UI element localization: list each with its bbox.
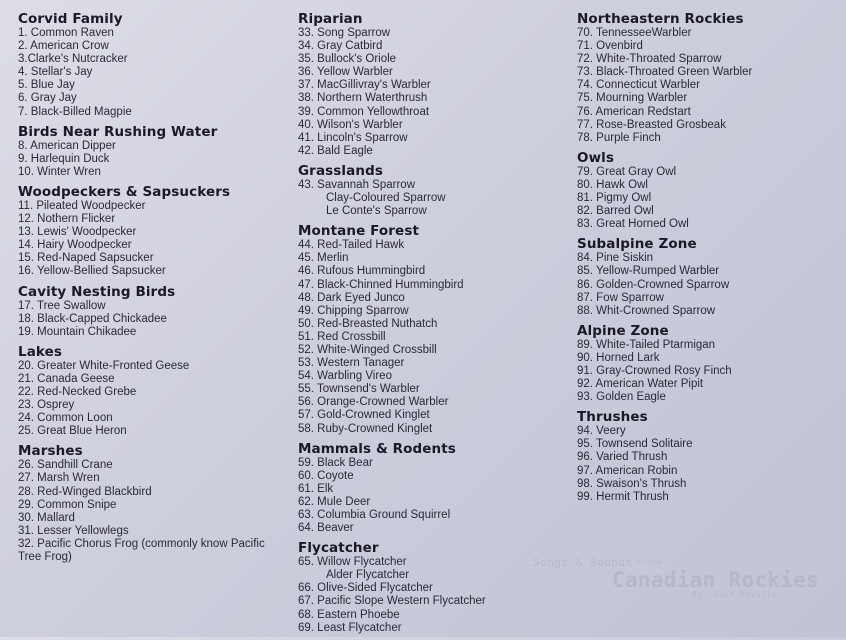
track-label: Clay-Coloured Sparrow bbox=[326, 192, 446, 205]
track-item bbox=[18, 386, 283, 399]
track-label: 9. Harlequin Duck bbox=[18, 152, 110, 165]
track-label: 53. Western Tanager bbox=[298, 357, 405, 370]
track-label: 1. Common Raven bbox=[18, 27, 114, 39]
track-item bbox=[577, 425, 842, 438]
track-item bbox=[18, 140, 283, 153]
track-item bbox=[577, 305, 842, 318]
section-title: Northeastern Rockies bbox=[577, 11, 744, 27]
section-title: Birds Near Rushing Water bbox=[18, 123, 218, 140]
track-label: 45. Merlin bbox=[298, 252, 349, 265]
track-item bbox=[298, 423, 568, 436]
track-item bbox=[298, 457, 568, 470]
track-label: 2. American Crow bbox=[18, 40, 109, 53]
section-title: Marshes bbox=[18, 443, 83, 460]
section bbox=[577, 409, 842, 504]
track-label: 50. Red-Breasted Nuthatch bbox=[298, 317, 438, 330]
section bbox=[18, 124, 283, 179]
track-label: 80. Hawk Owl bbox=[577, 178, 648, 191]
section-title: Riparian bbox=[298, 11, 363, 27]
track-item bbox=[577, 438, 842, 451]
track-label: 74. Connecticut Warbler bbox=[577, 79, 700, 92]
track-list bbox=[577, 166, 842, 231]
track-label: 81. Pigmy Owl bbox=[577, 192, 652, 205]
track-item bbox=[577, 478, 842, 491]
track-label: 70. TennesseeWarbler bbox=[577, 27, 692, 39]
track-item bbox=[18, 40, 283, 53]
track-label: 15. Red-Naped Sapsucker bbox=[18, 252, 154, 265]
track-list bbox=[18, 360, 283, 439]
track-item bbox=[298, 265, 568, 278]
track-item bbox=[298, 27, 568, 40]
track-item bbox=[298, 383, 568, 396]
track-item bbox=[298, 53, 568, 66]
track-list bbox=[18, 200, 283, 279]
track-item bbox=[298, 66, 568, 79]
track-label: 83. Great Horned Owl bbox=[577, 218, 689, 231]
track-label: 71. Ovenbird bbox=[577, 40, 643, 53]
track-label: 42. Bald Eagle bbox=[298, 144, 373, 157]
track-item bbox=[298, 370, 568, 383]
column-2 bbox=[298, 11, 568, 640]
track-label: 43. Savannah Sparrow bbox=[298, 178, 415, 191]
track-label: Le Conte's Sparrow bbox=[326, 205, 427, 218]
section-title: Owls bbox=[577, 149, 615, 166]
track-label: 82. Barred Owl bbox=[577, 205, 654, 218]
track-item bbox=[18, 399, 283, 412]
section-title: Corvid Family bbox=[18, 11, 123, 27]
track-item bbox=[18, 166, 283, 179]
track-item bbox=[18, 360, 283, 373]
track-label: 77. Rose-Breasted Grosbeak bbox=[577, 118, 726, 131]
section-title: Cavity Nesting Birds bbox=[18, 283, 176, 300]
track-label: 38. Northern Waterthrush bbox=[298, 92, 428, 105]
track-label: 57. Gold-Crowned Kinglet bbox=[298, 409, 430, 422]
track-item bbox=[18, 226, 283, 239]
track-item bbox=[298, 179, 568, 192]
track-item bbox=[298, 318, 568, 331]
track-label: 51. Red Crossbill bbox=[298, 330, 386, 343]
track-label: 84. Pine Siskin bbox=[577, 252, 654, 265]
section bbox=[18, 184, 283, 279]
track-item bbox=[298, 205, 568, 218]
track-item bbox=[298, 509, 568, 522]
track-label: 58. Ruby-Crowned Kinglet bbox=[298, 422, 433, 435]
section-title: Montane Forest bbox=[298, 223, 420, 240]
track-item bbox=[18, 252, 283, 265]
track-label: 39. Common Yellowthroat bbox=[298, 105, 430, 118]
watermark-subtitle: Songs & Sounds bbox=[533, 556, 633, 569]
track-item bbox=[18, 239, 283, 252]
track-label: 35. Bullock's Oriole bbox=[298, 53, 397, 66]
track-label: 26. Sandhill Crane bbox=[18, 459, 113, 472]
track-label: 32. Pacific Chorus Frog (commonly know Pacific Tree Frog) bbox=[18, 537, 265, 563]
track-item bbox=[577, 279, 842, 292]
track-list bbox=[18, 140, 283, 179]
track-item bbox=[298, 622, 568, 635]
track-item bbox=[298, 556, 568, 569]
track-item bbox=[577, 339, 842, 352]
track-list bbox=[577, 339, 842, 404]
track-list bbox=[18, 27, 283, 119]
track-item bbox=[577, 352, 842, 365]
section bbox=[298, 11, 568, 158]
track-item bbox=[298, 609, 568, 622]
track-item bbox=[18, 213, 283, 226]
section-title: Lakes bbox=[18, 343, 63, 360]
track-item bbox=[577, 66, 842, 79]
track-label: 29. Common Snipe bbox=[18, 498, 117, 511]
section bbox=[298, 223, 568, 435]
track-label: 7. Black-Billed Magpie bbox=[18, 105, 132, 118]
track-item bbox=[577, 218, 842, 231]
track-label: 27. Marsh Wren bbox=[18, 472, 100, 485]
track-list bbox=[298, 27, 568, 158]
section bbox=[577, 236, 842, 317]
track-label: 63. Columbia Ground Squirrel bbox=[298, 509, 451, 521]
track-label: 88. Whit-Crowned Sparrow bbox=[577, 304, 716, 317]
track-item bbox=[577, 166, 842, 179]
track-item bbox=[577, 205, 842, 218]
track-label: 95. Townsend Solitaire bbox=[577, 438, 693, 451]
track-list bbox=[18, 459, 283, 564]
track-list bbox=[577, 27, 842, 145]
track-label: 59. Black Bear bbox=[298, 456, 373, 469]
track-label: 47. Black-Chinned Hummingbird bbox=[298, 278, 464, 291]
watermark-author: By: John Neville bbox=[692, 590, 778, 599]
track-label: 10. Winter Wren bbox=[18, 165, 101, 178]
section bbox=[577, 11, 842, 145]
track-label: 23. Osprey bbox=[18, 399, 75, 412]
section bbox=[18, 443, 283, 564]
track-item bbox=[18, 512, 283, 525]
watermark-title: Canadian Rockies bbox=[612, 568, 820, 592]
track-label: 33. Song Sparrow bbox=[298, 27, 391, 39]
track-item bbox=[18, 326, 283, 339]
section bbox=[577, 323, 842, 404]
track-item bbox=[577, 40, 842, 53]
track-label: 8. American Dipper bbox=[18, 139, 116, 152]
track-label: 79. Great Gray Owl bbox=[577, 165, 677, 178]
track-label: 40. Wilson's Warbler bbox=[298, 118, 403, 131]
section-title: Flycatcher bbox=[298, 540, 379, 557]
track-item bbox=[298, 357, 568, 370]
track-item bbox=[577, 491, 842, 504]
section bbox=[298, 540, 568, 635]
track-item bbox=[298, 239, 568, 252]
track-item bbox=[577, 465, 842, 478]
track-item bbox=[18, 459, 283, 472]
track-item bbox=[577, 265, 842, 278]
track-item bbox=[18, 525, 283, 538]
track-label: 96. Varied Thrush bbox=[577, 451, 668, 464]
track-label: 31. Lesser Yellowlegs bbox=[18, 524, 129, 537]
track-item bbox=[577, 53, 842, 66]
track-item bbox=[18, 53, 283, 66]
track-item bbox=[298, 132, 568, 145]
track-label: 89. White-Tailed Ptarmigan bbox=[577, 338, 716, 351]
track-label: 67. Pacific Slope Western Flycatcher bbox=[298, 595, 486, 608]
track-item bbox=[577, 451, 842, 464]
section bbox=[18, 284, 283, 339]
track-label: 41. Lincoln's Sparrow bbox=[298, 131, 408, 144]
column-1 bbox=[18, 11, 283, 569]
track-item bbox=[298, 522, 568, 535]
track-label: 25. Great Blue Heron bbox=[18, 425, 127, 438]
track-label: 78. Purple Finch bbox=[577, 131, 661, 144]
track-item bbox=[298, 344, 568, 357]
track-item bbox=[18, 412, 283, 425]
track-label: 66. Olive-Sided Flycatcher bbox=[298, 582, 433, 595]
track-label: Alder Flycatcher bbox=[326, 569, 410, 582]
track-label: 4. Stellar's Jay bbox=[18, 66, 93, 79]
track-label: 3.Clarke's Nutcracker bbox=[18, 53, 128, 66]
section bbox=[298, 163, 568, 218]
track-label: 13. Lewis' Woodpecker bbox=[18, 226, 137, 239]
track-label: 90. Horned Lark bbox=[577, 351, 660, 364]
section-title: Thrushes bbox=[577, 409, 648, 426]
track-item bbox=[18, 486, 283, 499]
track-list bbox=[18, 300, 283, 339]
track-item bbox=[298, 396, 568, 409]
track-label: 36. Yellow Warbler bbox=[298, 66, 393, 79]
track-label: 64. Beaver bbox=[298, 522, 354, 535]
track-item bbox=[18, 265, 283, 278]
track-item bbox=[298, 569, 568, 582]
track-label: 11. Pileated Woodpecker bbox=[18, 199, 146, 212]
track-item bbox=[577, 378, 842, 391]
track-item bbox=[18, 79, 283, 92]
track-label: 14. Hairy Woodpecker bbox=[18, 239, 132, 252]
track-item bbox=[18, 373, 283, 386]
track-item bbox=[577, 119, 842, 132]
track-item bbox=[577, 179, 842, 192]
track-item bbox=[298, 252, 568, 265]
track-item bbox=[18, 27, 283, 40]
track-label: 34. Gray Catbird bbox=[298, 40, 383, 53]
track-label: 30. Mallard bbox=[18, 511, 75, 524]
track-item bbox=[18, 538, 283, 564]
track-list bbox=[577, 425, 842, 504]
track-item bbox=[577, 92, 842, 105]
track-item bbox=[298, 92, 568, 105]
track-list bbox=[577, 252, 842, 317]
section-title: Mammals & Rodents bbox=[298, 440, 456, 457]
track-item bbox=[298, 409, 568, 422]
track-label: 24. Common Loon bbox=[18, 412, 113, 425]
track-item bbox=[577, 391, 842, 404]
track-label: 91. Gray-Crowned Rosy Finch bbox=[577, 364, 732, 377]
track-item bbox=[18, 313, 283, 326]
track-list bbox=[298, 457, 568, 536]
track-item bbox=[577, 365, 842, 378]
track-label: 54. Warbling Vireo bbox=[298, 370, 392, 383]
track-label: 87. Fow Sparrow bbox=[577, 291, 664, 304]
track-item bbox=[298, 145, 568, 158]
section-title: Grasslands bbox=[298, 162, 383, 179]
track-item bbox=[298, 292, 568, 305]
track-label: 19. Mountain Chikadee bbox=[18, 325, 137, 338]
watermark-of-the: of the bbox=[636, 559, 662, 566]
track-label: 16. Yellow-Bellied Sapsucker bbox=[18, 265, 166, 278]
section bbox=[298, 441, 568, 536]
track-item bbox=[298, 119, 568, 132]
track-label: 85. Yellow-Rumped Warbler bbox=[577, 265, 720, 278]
track-label: 49. Chipping Sparrow bbox=[298, 304, 409, 317]
track-item bbox=[18, 106, 283, 119]
track-label: 37. MacGillivray's Warbler bbox=[298, 79, 431, 92]
track-label: 21. Canada Geese bbox=[18, 372, 115, 385]
track-list bbox=[298, 556, 568, 635]
track-item bbox=[298, 470, 568, 483]
track-label: 61. Elk bbox=[298, 482, 334, 495]
track-label: 20. Greater White-Fronted Geese bbox=[18, 359, 190, 372]
track-item bbox=[577, 292, 842, 305]
section-title: Subalpine Zone bbox=[577, 236, 697, 253]
track-item bbox=[298, 483, 568, 496]
track-item bbox=[18, 425, 283, 438]
track-label: 86. Golden-Crowned Sparrow bbox=[577, 278, 730, 291]
track-item bbox=[577, 106, 842, 119]
track-label: 73. Black-Throated Green Warbler bbox=[577, 66, 753, 79]
track-item bbox=[18, 300, 283, 313]
track-item bbox=[577, 252, 842, 265]
track-label: 46. Rufous Hummingbird bbox=[298, 265, 426, 278]
track-item bbox=[18, 200, 283, 213]
track-item bbox=[298, 582, 568, 595]
track-label: 93. Golden Eagle bbox=[577, 391, 666, 404]
track-label: 18. Black-Capped Chickadee bbox=[18, 312, 167, 325]
section bbox=[18, 344, 283, 439]
track-item bbox=[18, 153, 283, 166]
track-item bbox=[298, 305, 568, 318]
section-title: Alpine Zone bbox=[577, 322, 669, 339]
track-label: 75. Mourning Warbler bbox=[577, 92, 688, 105]
column-3 bbox=[577, 11, 842, 509]
track-list bbox=[298, 239, 568, 435]
track-item bbox=[18, 92, 283, 105]
section bbox=[577, 150, 842, 231]
track-label: 65. Willow Flycatcher bbox=[298, 556, 407, 569]
track-label: 17. Tree Swallow bbox=[18, 299, 106, 312]
track-label: 97. American Robin bbox=[577, 464, 678, 477]
track-item bbox=[298, 331, 568, 344]
track-label: 48. Dark Eyed Junco bbox=[298, 291, 405, 304]
track-label: 92. American Water Pipit bbox=[577, 378, 704, 391]
track-item bbox=[298, 106, 568, 119]
track-item bbox=[298, 192, 568, 205]
section bbox=[18, 11, 283, 119]
track-list bbox=[298, 179, 568, 218]
track-label: 69. Least Flycatcher bbox=[298, 621, 402, 634]
track-label: 68. Eastern Phoebe bbox=[298, 608, 400, 621]
track-item bbox=[298, 496, 568, 509]
track-label: 56. Orange-Crowned Warbler bbox=[298, 396, 449, 409]
track-label: 52. White-Winged Crossbill bbox=[298, 343, 437, 356]
track-label: 12. Nothern Flicker bbox=[18, 213, 116, 226]
track-label: 28. Red-Winged Blackbird bbox=[18, 485, 152, 498]
track-label: 44. Red-Tailed Hawk bbox=[298, 239, 405, 252]
track-item bbox=[18, 66, 283, 79]
track-label: 5. Blue Jay bbox=[18, 79, 75, 92]
track-label: 98. Swaison's Thrush bbox=[577, 477, 687, 490]
track-label: 22. Red-Necked Grebe bbox=[18, 385, 137, 398]
track-item bbox=[18, 499, 283, 512]
track-label: 62. Mule Deer bbox=[298, 495, 371, 508]
track-item bbox=[577, 79, 842, 92]
track-item bbox=[577, 192, 842, 205]
track-item bbox=[298, 279, 568, 292]
track-item bbox=[298, 40, 568, 53]
track-label: 55. Townsend's Warbler bbox=[298, 383, 420, 396]
track-label: 99. Hermit Thrush bbox=[577, 490, 669, 503]
section-title: Woodpeckers & Sapsuckers bbox=[18, 183, 231, 200]
track-label: 60. Coyote bbox=[298, 469, 354, 482]
track-item bbox=[18, 472, 283, 485]
track-item bbox=[577, 27, 842, 40]
track-label: 6. Gray Jay bbox=[18, 92, 77, 105]
track-label: 76. American Redstart bbox=[577, 105, 691, 118]
album-logo-watermark bbox=[533, 557, 838, 599]
track-item bbox=[298, 79, 568, 92]
track-label: 94. Veery bbox=[577, 425, 626, 438]
track-item bbox=[577, 132, 842, 145]
track-label: 72. White-Throated Sparrow bbox=[577, 53, 722, 66]
track-item bbox=[298, 595, 568, 608]
